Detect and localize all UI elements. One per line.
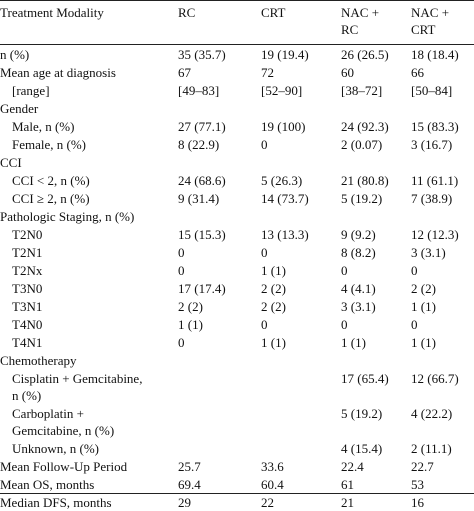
row-label: CCI ≥ 2, n (%) [12, 191, 90, 206]
row-value: [52–90] [261, 83, 303, 98]
table-row [0, 458, 474, 475]
row-value: [50–84] [411, 83, 453, 98]
row-value: 25.7 [178, 459, 201, 474]
row-value: 2 (2) [261, 299, 286, 314]
row-value: 13 (13.3) [261, 227, 309, 242]
header-crt: CRT [261, 5, 286, 20]
row-label: Unknown, n (%) [12, 441, 100, 456]
row-value: 53 [411, 477, 424, 492]
row-label: Pathologic Staging, n (%) [0, 209, 135, 224]
row-value: 19 (19.4) [261, 47, 309, 62]
row-label: n (%) [0, 47, 30, 62]
row-value: 69.4 [178, 477, 201, 492]
row-value: 2 (2) [411, 281, 436, 296]
row-value: 22.7 [411, 459, 434, 474]
table-row [0, 82, 474, 99]
row-label: T2N1 [12, 245, 43, 260]
row-value: 8 (8.2) [341, 245, 376, 260]
table-row [0, 440, 474, 457]
row-value: 3 (3.1) [341, 299, 376, 314]
row-value: 9 (9.2) [341, 227, 376, 242]
header-rc: RC [178, 5, 196, 20]
row-label: Median DFS, months [0, 495, 112, 510]
row-value: 12 (12.3) [411, 227, 459, 242]
row-value: 2 (0.07) [341, 137, 383, 152]
row-value: 72 [261, 65, 274, 80]
table-row [0, 100, 474, 117]
table-row [0, 494, 474, 511]
table-row [0, 154, 474, 171]
row-value: 0 [341, 317, 348, 332]
row-value: 1 (1) [341, 335, 366, 350]
row-value: 24 (68.6) [178, 173, 226, 188]
row-value: 8 (22.9) [178, 137, 220, 152]
row-value: 0 [178, 263, 185, 278]
table-row [0, 370, 474, 404]
row-label: T2Nx [12, 263, 43, 278]
row-value: 4 (4.1) [341, 281, 376, 296]
row-value: 60 [341, 65, 354, 80]
row-value: 4 (22.2) [411, 406, 453, 421]
row-value: 3 (16.7) [411, 137, 453, 152]
table-row [0, 226, 474, 243]
row-label: Mean OS, months [0, 477, 95, 492]
row-value: 33.6 [261, 459, 284, 474]
header-nac-rc: NAC + RC [341, 5, 380, 37]
row-value: 0 [178, 245, 185, 260]
row-value: 0 [261, 245, 268, 260]
row-value: 15 (15.3) [178, 227, 226, 242]
row-value: 22.4 [341, 459, 364, 474]
row-value: 0 [261, 317, 268, 332]
row-value: 1 (1) [411, 335, 436, 350]
row-value: 29 [178, 495, 191, 510]
table-row [0, 334, 474, 351]
row-value: 19 (100) [261, 119, 306, 134]
row-value: 61 [341, 477, 354, 492]
table-row [0, 476, 474, 493]
row-value: 5 (26.3) [261, 173, 303, 188]
row-label: Female, n (%) [12, 137, 87, 152]
table-row [0, 172, 474, 189]
row-label: T3N1 [12, 299, 43, 314]
table-row [0, 190, 474, 207]
row-value: 14 (73.7) [261, 191, 309, 206]
row-label: Chemotherapy [0, 353, 77, 368]
row-label: Carboplatin + Gemcitabine, n (%) [12, 406, 115, 438]
table-row [0, 46, 474, 63]
row-label: CCI [0, 155, 22, 170]
row-label: Cisplatin + Gemcitabine, n (%) [12, 371, 143, 403]
table-row [0, 280, 474, 297]
row-value: 66 [411, 65, 424, 80]
row-value: 0 [261, 137, 268, 152]
row-value: 67 [178, 65, 191, 80]
table-row [0, 136, 474, 153]
table-row [0, 352, 474, 369]
row-value: 2 (11.1) [411, 441, 452, 456]
row-value: 7 (38.9) [411, 191, 453, 206]
row-label: CCI < 2, n (%) [12, 173, 90, 188]
row-value: 2 (2) [178, 299, 203, 314]
row-label: T3N0 [12, 281, 43, 296]
row-value: 27 (77.1) [178, 119, 226, 134]
table-row [0, 208, 474, 225]
table-row [0, 262, 474, 279]
table-row [0, 316, 474, 333]
row-value: 22 [261, 495, 274, 510]
row-value: 1 (1) [411, 299, 436, 314]
table-row [0, 405, 474, 439]
row-value: [38–72] [341, 83, 383, 98]
row-label: T2N0 [12, 227, 43, 242]
row-label: T4N1 [12, 335, 43, 350]
row-value: 0 [178, 335, 185, 350]
row-value: 3 (3.1) [411, 245, 446, 260]
row-value: 4 (15.4) [341, 441, 383, 456]
header-rule [0, 44, 474, 45]
row-value: 21 [341, 495, 354, 510]
row-value: 0 [411, 317, 418, 332]
row-value: 1 (1) [178, 317, 203, 332]
row-label: Mean Follow-Up Period [0, 459, 128, 474]
row-value: 15 (83.3) [411, 119, 459, 134]
row-value: 11 (61.1) [411, 173, 459, 188]
header-treatment-modality: Treatment Modality [0, 5, 104, 20]
row-value: [49–83] [178, 83, 220, 98]
table-row [0, 244, 474, 261]
row-value: 0 [341, 263, 348, 278]
row-value: 1 (1) [261, 263, 286, 278]
row-value: 18 (18.4) [411, 47, 459, 62]
table-row [0, 118, 474, 135]
row-label: Male, n (%) [12, 119, 75, 134]
row-value: 21 (80.8) [341, 173, 389, 188]
row-value: 2 (2) [261, 281, 286, 296]
row-label: T4N0 [12, 317, 43, 332]
row-value: 17 (17.4) [178, 281, 226, 296]
row-value: 5 (19.2) [341, 191, 383, 206]
row-value: 17 (65.4) [341, 371, 389, 386]
row-label: Gender [0, 101, 39, 116]
row-label: [range] [12, 83, 50, 98]
row-value: 60.4 [261, 477, 284, 492]
table-row [0, 298, 474, 315]
row-value: 0 [411, 263, 418, 278]
header-nac-crt: NAC + CRT [411, 5, 450, 37]
table-header [0, 0, 474, 44]
row-value: 5 (19.2) [341, 406, 383, 421]
row-value: 9 (31.4) [178, 191, 220, 206]
row-value: 16 [411, 495, 424, 510]
row-value: 24 (92.3) [341, 119, 389, 134]
row-value: 35 (35.7) [178, 47, 226, 62]
row-value: 12 (66.7) [411, 371, 459, 386]
row-value: 26 (26.5) [341, 47, 389, 62]
row-value: 1 (1) [261, 335, 286, 350]
row-label: Mean age at diagnosis [0, 65, 116, 80]
table-row [0, 64, 474, 81]
